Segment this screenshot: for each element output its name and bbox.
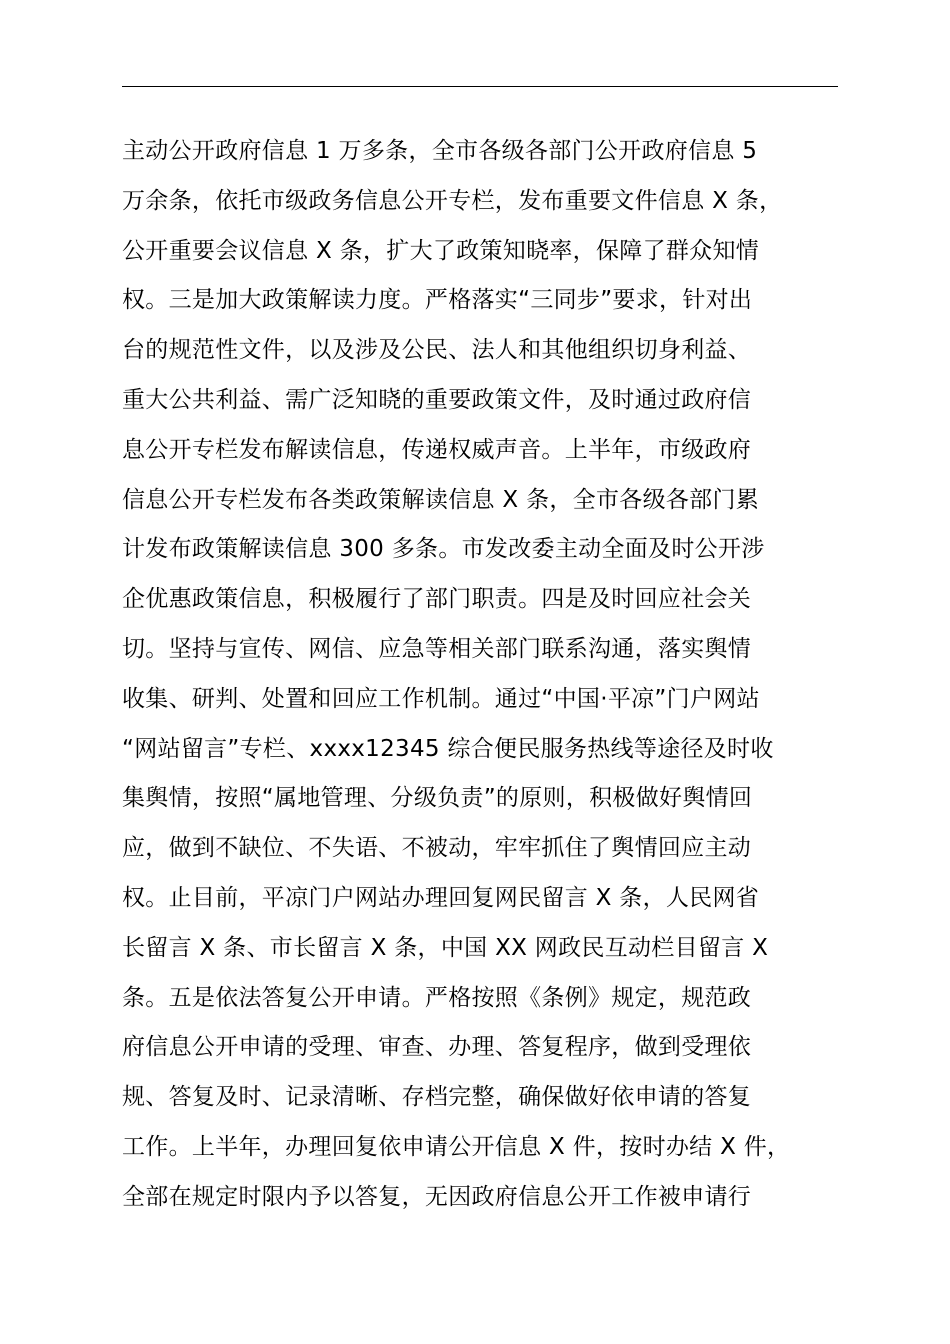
text-line: 全部在规定时限内予以答复，无因政府信息公开工作被申请行 bbox=[122, 1183, 752, 1210]
text-line: 台的规范性文件，以及涉及公民、法人和其他组织切身利益、 bbox=[122, 337, 752, 364]
body-paragraph bbox=[122, 127, 862, 1223]
text-line: 权。三是加大政策解读力度。严格落实“三同步”要求，针对出 bbox=[122, 287, 753, 314]
text-line: 信息公开专栏发布各类政策解读信息 X 条，全市各级各部门累 bbox=[122, 486, 760, 513]
text-line: 应，做到不缺位、不失语、不被动，牢牢抓住了舆情回应主动 bbox=[122, 835, 752, 862]
text-line: 重大公共利益、需广泛知晓的重要政策文件，及时通过政府信 bbox=[122, 386, 752, 413]
text-line: 公开重要会议信息 X 条，扩大了政策知晓率，保障了群众知情 bbox=[122, 237, 760, 264]
text-line: 府信息公开申请的受理、审查、办理、答复程序，做到受理依 bbox=[122, 1034, 752, 1061]
text-line: 收集、研判、处置和回应工作机制。通过“中国·平凉”门户网站 bbox=[122, 685, 760, 712]
text-line: 权。止目前，平凉门户网站办理回复网民留言 X 条，人民网省 bbox=[122, 884, 760, 911]
text-line: 主动公开政府信息 1 万多条，全市各级各部门公开政府信息 5 bbox=[122, 138, 758, 164]
text-line: 息公开专栏发布解读信息，传递权威声音。上半年，市级政府 bbox=[122, 436, 752, 463]
text-line: 切。坚持与宣传、网信、应急等相关部门联系沟通，落实舆情 bbox=[122, 635, 752, 662]
text-line: 万余条，依托市级政务信息公开专栏，发布重要文件信息 X 条， bbox=[122, 187, 783, 214]
text-line: 企优惠政策信息，积极履行了部门职责。四是及时回应社会关 bbox=[122, 586, 752, 613]
text-line: 规、答复及时、记录清晰、存档完整，确保做好依申请的答复 bbox=[122, 1084, 752, 1111]
header-rule bbox=[122, 86, 838, 87]
text-line: 条。五是依法答复公开申请。严格按照《条例》规定，规范政 bbox=[122, 984, 752, 1011]
text-line: 工作。上半年，办理回复依申请公开信息 X 件，按时办结 X 件， bbox=[122, 1133, 791, 1160]
text-line: 计发布政策解读信息 300 多条。市发改委主动全面及时公开涉 bbox=[122, 536, 765, 563]
text-line: “网站留言”专栏、xxxx12345 综合便民服务热线等途径及时收 bbox=[122, 735, 774, 762]
text-line: 长留言 X 条、市长留言 X 条，中国 XX 网政民互动栏目留言 X bbox=[122, 934, 769, 961]
text-line: 集舆情，按照“属地管理、分级负责”的原则，积极做好舆情回 bbox=[122, 785, 753, 812]
